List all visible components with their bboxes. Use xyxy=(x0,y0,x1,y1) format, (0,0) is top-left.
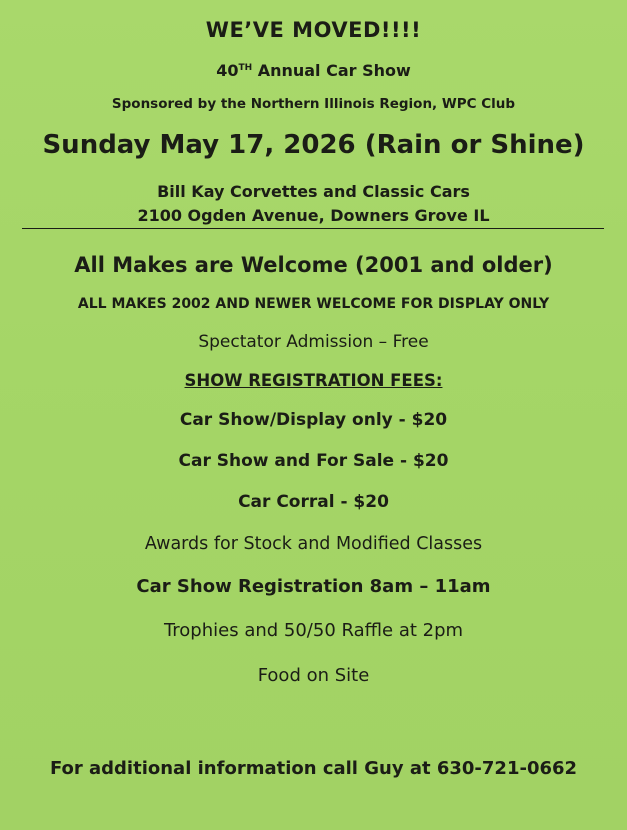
event-date: Sunday May 17, 2026 (Rain or Shine) xyxy=(42,130,585,160)
contact-line: For additional information call Guy at 630-721-0662 xyxy=(49,758,578,779)
awards-line: Awards for Stock and Modified Classes xyxy=(144,534,483,554)
food-line: Food on Site xyxy=(257,665,370,686)
venue-address: 2100 Ogden Avenue, Downers Grove IL xyxy=(137,206,490,225)
venue-name: Bill Kay Corvettes and Classic Cars xyxy=(157,182,470,201)
fee-item: Car Corral - $20 xyxy=(238,492,389,512)
fee-item: Car Show/Display only - $20 xyxy=(179,410,448,430)
annual-car-show-title xyxy=(0,61,627,80)
spectator-admission: Spectator Admission – Free xyxy=(198,332,429,352)
sponsor-line: Sponsored by the Northern Illinois Region, WPC Club xyxy=(111,96,516,112)
annual-number: 40 xyxy=(216,61,239,80)
headline: WE’VE MOVED!!!! xyxy=(205,18,422,42)
display-only-notice: ALL MAKES 2002 AND NEWER WELCOME FOR DISPLAY ONLY xyxy=(77,296,550,312)
fees-heading: SHOW REGISTRATION FEES: xyxy=(184,371,443,390)
welcome-line: All Makes are Welcome (2001 and older) xyxy=(74,253,553,277)
divider-rule xyxy=(22,228,604,229)
annual-suffix: TH xyxy=(238,63,253,73)
annual-text: Annual Car Show xyxy=(252,61,411,80)
registration-hours: Car Show Registration 8am – 11am xyxy=(136,576,491,597)
fee-item: Car Show and For Sale - $20 xyxy=(178,451,449,471)
raffle-line: Trophies and 50/50 Raffle at 2pm xyxy=(163,620,464,641)
